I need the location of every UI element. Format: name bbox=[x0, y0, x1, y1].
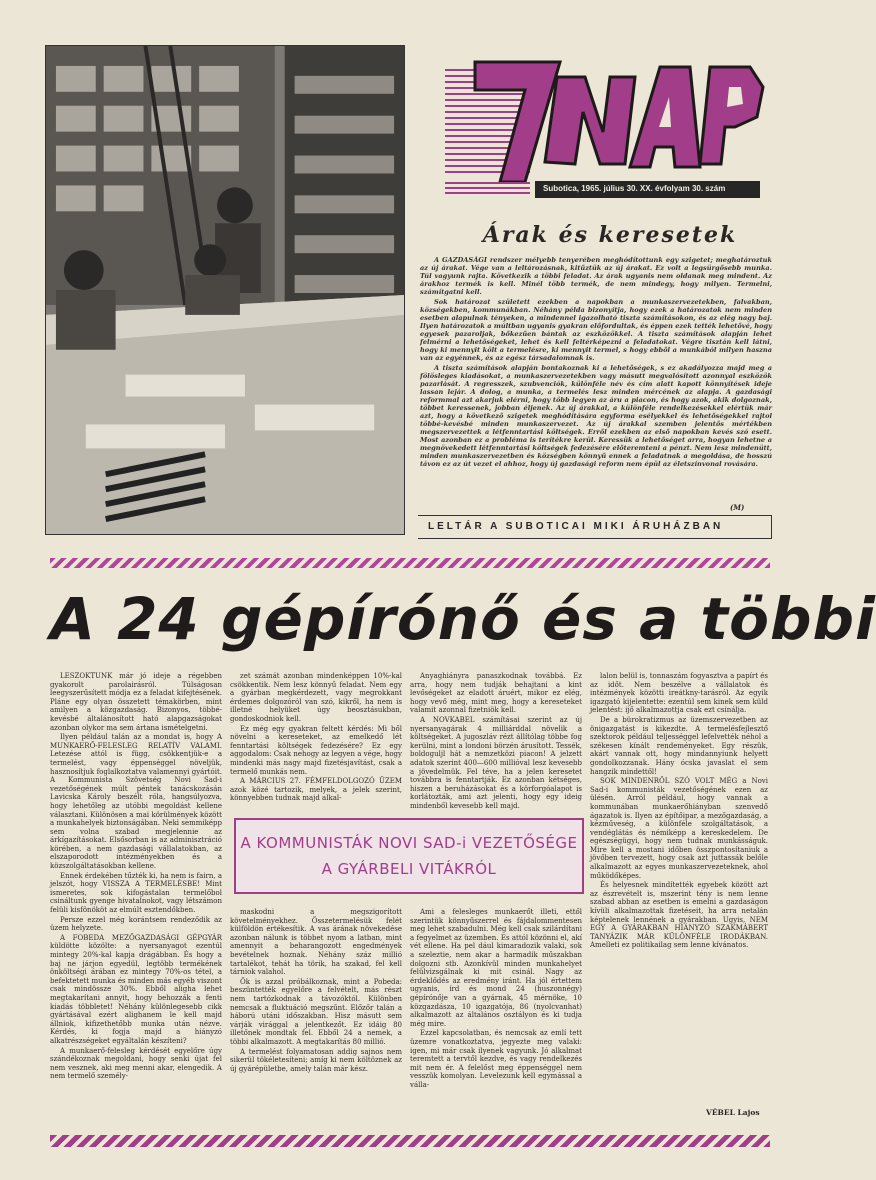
article-paragraph: Persze ezzel még korántsem rendeződik az üzem helyzete. bbox=[50, 915, 222, 933]
dateline: Subotica, 1965. július 30. XX. évfolyam 30. szám bbox=[535, 181, 760, 198]
top-article-body bbox=[420, 256, 772, 504]
masthead-logo bbox=[445, 52, 765, 192]
article-paragraph: A munkaerő-felesleg kérdését egyelőre úgy szándékoznak megoldani, hogy senki újat fel nem vesznek, aki meg menni akar, elengedik. A nem termelő személy- bbox=[50, 1046, 222, 1081]
divider-band-top bbox=[50, 558, 770, 568]
article-paragraph: Ez még egy gyakran feltett kérdés: Mi ből növelni a kereseteket, az emelkedő lét fenntartási költségek fedezésére? Ez egy aggodalom: Csak nehogy az legyen a vége, hogy mindenki más nagy majd fizetésjavítást, csak a termelő munkás nem. bbox=[230, 724, 402, 776]
article-paragraph: Anyaghiányra panaszkodnak továbbá. Ez arra, hogy nem tudják behajtani a kint levőségeket az eladott áruért, mikor ez elég, hogy vevő még, mint meg, hogy a kereseteket valamit azonnal fizetniök kell. bbox=[410, 672, 582, 715]
article-paragraph: zet számát azonban mindenképpen 10%-kal csökkentik. Nem lesz könnyű feladat. Nem egy a gyárban megkérdezett, vagy megrokkant érdemes dolgozóról van szó, kikről, ha nem is illetné helyüket úgy beosztásukban, gondoskodniok kell. bbox=[230, 672, 402, 723]
article-paragraph: SOK MINDENRŐL SZÓ VOLT MÉG a Novi Sad-i kommunisták vezetőségének ezen az ülésén. Arról például, hogy vannak a kommunában munkaerőhiányban szenvedő ágazatok is. Ilyen az építőipar, a mezőgazdaság, a kézműveség, a különféle szolgáltatások, a vendéglátás és némiképp a kereskedelem. De egészségügyi, hogy nem tudnak munkásságuk. Mire kell a mostani időben összpontosítaniuk a jövőben tervezett, hogy csak azt juttassák belőle alkalmazott az egyes munkaszervezeteknek, ahol működőképes. bbox=[590, 777, 768, 880]
article-paragraph: A MÁRCIUS 27. FÉMFELDOLGOZÓ ÜZEM azok közé tartozik, melyek, a jelek szerint, könnyebben tudnak majd alkal- bbox=[230, 777, 402, 803]
top-article-signature: (M) bbox=[730, 503, 745, 512]
store-interior-image bbox=[46, 46, 404, 534]
article-paragraph: Ők is azzal próbálkoznak, mint a Pobeda: beszüntették egyelőre a felvételt, más részt nem tartózkodnak a távozóktól. Különben nemcsak a fluktuáció megszűnt. Előzőr talán a háború utáni időszakban. Hisz másutt sem várják virággal a jelentkezőt. Ez idáig 80 illetőnek mondtak fel. Ebből 24 a nemek, a többi alkalmazott. A megtakarítás 80 millió. bbox=[230, 977, 402, 1046]
article-column-3-lower bbox=[410, 908, 582, 1120]
top-article-paragraph: A GAZDASÁGI rendszer mélyebb tenyerében meghódítottunk egy szigetet; meghatároztuk az új árakat. Vége van a leltározásnak, kitűztük az új árakat. Ez volt a legsürgősebb munka. Túl vagyunk rajta. Következik a többi feladat. Az árak ugyanis nem oldanak meg mindent. Az árakhoz termék is kell. Minél több termék, de nem mindegy, hogy milyen. Termelni, számítgatni kell. bbox=[420, 256, 772, 296]
article-paragraph: lalon belül is, tonnaszám fogyasztva a papírt és az időt. Nem beszélve a vállalatok és intézmények közötti ireátkny-tarásról. Az egyik igazgató kijelentette: ezentúl sem kinek sem küld jelentést: ijő alkalmazottja csak ezt csinálja. bbox=[590, 672, 768, 715]
article-column-2-lower bbox=[230, 908, 402, 1120]
subheadline-box bbox=[234, 818, 584, 894]
article-author: VÉBEL Lajos bbox=[706, 1108, 760, 1117]
store-photo bbox=[45, 45, 405, 535]
article-paragraph: Ilyen például talán az a mondat is, hogy A MUNKAERŐ-FELESLEG RELATÍV VALAMI. Letezése attól is függ, csökkentjük-e a termelést, vagy éppenséggel növeljük, hasznosítjuk foglalkoztatva valamennyi gyártóit. A Kommunista Szövetség Novi Sad-i vezetőségének múlt péntek tanácskozásán Lavicska Károly beszélt róla, hangsúlyozva, hogy lehetőleg az utóbbi megoldást kellene választani. Különösen a mai körülmények között a munkahelyek biztonságában. Neki semmiképp sem volna szabad megjelennie az árkígazításokat. Elsősorban is az adminisztráció körében, a nem gazdasági vállalatokban, az elszaporodott intézményekben és a közszolgáltatásokban kellene. bbox=[50, 733, 222, 871]
article-paragraph: Ennek érdekében tűzték ki, ha nem is fairn, a jelszót, hogy VISSZA A TERMELÉSBE! Mint ismeretes, sok kifogástalan termelőbol csináltunk gyenge hivatalnokot, vagy létszámon felüli kisfönököt az elmúlt esztendőkben. bbox=[50, 871, 222, 915]
top-article-title: Árak és keresetek bbox=[482, 222, 738, 248]
article-paragraph: És helyesnek mindítették egyebek között azt az észrevételt is, mszerint tény is nem lenne szabad abban az esetben is emelni a gazdaságon kívüli alkalmazottak fizetéseit, ha arra netalán képtelenek lennének a gyárakban. Ugyis, NEM EGY A GYÁRAKBAN HIÁNYZÓ SZAKMÁBERT TANYÁZIK MÁR KÜLÖNFÉLE IRODÁKBAN. Amelleti ez politikailag sem lenne kívánatos. bbox=[590, 881, 768, 950]
main-headline: A 24 gépírónő és a többi bbox=[50, 585, 876, 653]
article-column-3 bbox=[410, 672, 582, 810]
article-column-2 bbox=[230, 672, 402, 802]
article-paragraph: Ezzel kapcsolatban, és nemcsak az emlí tett üzemre vonatkoztatva, jegyezte meg valaki: igen, mi már csak ilyenek vagyunk. Jó alkalmat teremtett a tervtől kezdve, és vagy rendelkezés mit nem ér. A felelőst meg éppenséggel nem vesszük komolyan. Levelezunk kell egymással a válla- bbox=[410, 1029, 582, 1089]
article-column-1 bbox=[50, 672, 222, 1112]
article-paragraph: A termelést folyamatosan addig sajnos nem sikerül tökéletesíteni; amíg ki nem költöznek az új gyárépületbe, amely talán már kész. bbox=[230, 1047, 402, 1073]
subheadline-line-2: A GYÁRBELI VITÁKRÓL bbox=[321, 860, 497, 878]
top-article-paragraph: A tiszta számítások alapján bontakoznak ki a lehetőségek, s ez akadályozza majd meg a fölösleges kiadásokat, a munkaszervezetekben vagy másutt megvalósított azonnyal eszközök pazarlását. A regresszek, szubvenciók, különféle név és cím alatt kapott könnyítések ideje lassan lejár. A dolog, a munka, a termelés lesz minden mércének az alapja. A gazdasági reformmal azt akarjuk elérni, hogy több legyen az áru a piacon, és hogy azok, akik dolgoznak, többet keressenek, jobban éljenek. Az új árakkal, a különféle rendelkezésekkel elértük már azt, hogy a következő szigetek meghódítására egyforma esélyekkel és lehetőségekkel rajtol többé-kevésbé minden munkaszervezet. Az új árakkal szemben jelentős mértékben megszervezettek a létfenntartási költségek. Erről ezekben az első napokban kevés szó esett. Most azonban ez a probléma is terítékre kerül. Keressük a lehetőséget arra, hogyan lehetne a megnövekedett létfenntartási költségek fedezésére előteremteni a pénzt. Nem lesz mindenütt, minden munkaszervezetben és községben könnyű ennek a feladatnak a megoldása, de hosszú távon ez az út vezet el ahhoz, hogy új gazdasági reform nem épül az életszínvonal rovására. bbox=[420, 364, 772, 468]
top-article-paragraph: Sok határozat született ezekben a napokban a munkaszervezetekben, falvakban, községekben, kommunákban. Néhány példa bizonyítja, hogy ezek a határozatok nem minden esetben alapulnak tényeken, a mindennel igazolható tiszta számításokon, és az elég nagy baj. Ilyen határozatok a múltban ugyanis gyakran előfordultak, és éppen ezek tették lehetővé, hogy egyesek pazaroljak, bőkezűen bántak az eszközökkel. A tiszta számítások alapján lehet felmérni a lehetőségeket, lehet és kell feltérképezni a feladatokat. Végre tisztán kell látni, hogy ki mennyit költ a termelésre, ki mennyit termel, s hogy ebből a munkából milyen haszna van az egyénnek, és az egész társadalomnak is. bbox=[420, 298, 772, 362]
article-column-4 bbox=[590, 672, 768, 1112]
article-paragraph: Ami a felesleges munkaerőt illeti, ettől szerintük könnyűszerrel és fájdalommentesen meg lehet szabadulni. Még kell csak szilárdítani a fegyelmet az üzemben. Es attól közönni el, akí vét ellene. Ha pel dául kimaradozik valaki, sok a szeleztie, nem akar a harmadik műszakban dolgozni stb. Azonkívül minden munkahelyet felülvizsgálnak ki mit csinál. Nagy az érdeklődés az eredmény iránt. Ha jól értettem ugyanis, írd és mond 24 (huszonnégy) gépírónője van a gyárnak, 45 mérnöke, 10 közgazdásza, 10 igazgatója, 86 (nyolcvanhat) alkalmazott az általános osztályon és ki tudja még mire. bbox=[410, 908, 582, 1028]
article-paragraph: A NOVKABEL számításai szerint az új nyersanyagárak 4 milliárddal növelik a költségeket. A jugoszláv rézt állítólag többe fog kerülni, mint a londoni börzén árusított. Tessék, boldoguljl hát a nemzetközi piacon! A jelzett adatok szerint 400—600 millióval lesz kevesebb a jövedelmük. Fel téve, ha a jelen keresetet továbbra is fenntartják. Ez azonban kétséges, hiszen a beruházásokat és a körforgóalapot is korlátozták, ami azt jelenti, hogy egy ideig mindenből kevesebb kell majd. bbox=[410, 715, 582, 810]
article-paragraph: LESZOKTUNK már jó ideje a régebben gyakorolt parolairásról. Túlságosan leegyszerűsített módja ez a feladat kifejtésének. Pláne egy olyan összetett témakörben, mint amilyen a közgazdaság. Bizonyos, többé-kevésbé általánosított ható alapgazságokat azonban olykor ma sem ártana ismételgetni. bbox=[50, 672, 222, 732]
article-paragraph: De a bürokratizmus az üzemszervezetben az önigazgatást is kikezdte. A termelésfejlesztő szektorok például teljességgel lefelvették néhol a székesen kínált rendeményeket. Egy részük, akárt vannak ott, hogy mindannyiunk helyett gondolkozzanak. Hány ócska javaslat el sem hangzik mindettől! bbox=[590, 715, 768, 776]
article-paragraph: A FOBEDA MEZŐGAZDASÁGI GÉPGYÁR küldötte közölte: a nyersanyagot ezentúl mintegy 20%-kal kapja drágábban. És hogy a baj ne járjon egyedül, legtöbb termékének önköltségi árában ez mintegy 70%-os tétel, a befektetett munka és minden más egyéb viszont csak mindössze 30%. Ebből aligha lehet megtakarítani annyit, hogy behozzák a fenti kiadás többletet! Néhány különlegesebb cikk gyártásával ezért alighanem le kell majd állniok, kifizethetőbb munka után nézve. Kérdés, ki fogja majd a hiányzó alkatrészségeket egyáltalán készíteni? bbox=[50, 933, 222, 1045]
divider-band-bottom bbox=[50, 1135, 770, 1147]
masthead-rule bbox=[445, 182, 530, 196]
article-paragraph: maskodni a megszigorított követelményekhez. Összetermelésük felét külföldön értékesítik. A vas árának növekedése azonban nálunk is többet nyom a latban, mint amennyit a beharangozott engedmények bevételnek hoznak. Néhány száz millió tartalékot, tehát ha törik, ha szakad, fel kell tárniok valahol. bbox=[230, 908, 402, 977]
photo-caption: LELTÁR A SUBOTICAI MIKI ÁRUHÁZBAN bbox=[418, 515, 772, 539]
subheadline-line-1: A KOMMUNISTÁK NOVI SAD-i VEZETŐSÉGE bbox=[240, 834, 578, 852]
7-nap-logo bbox=[445, 52, 765, 192]
